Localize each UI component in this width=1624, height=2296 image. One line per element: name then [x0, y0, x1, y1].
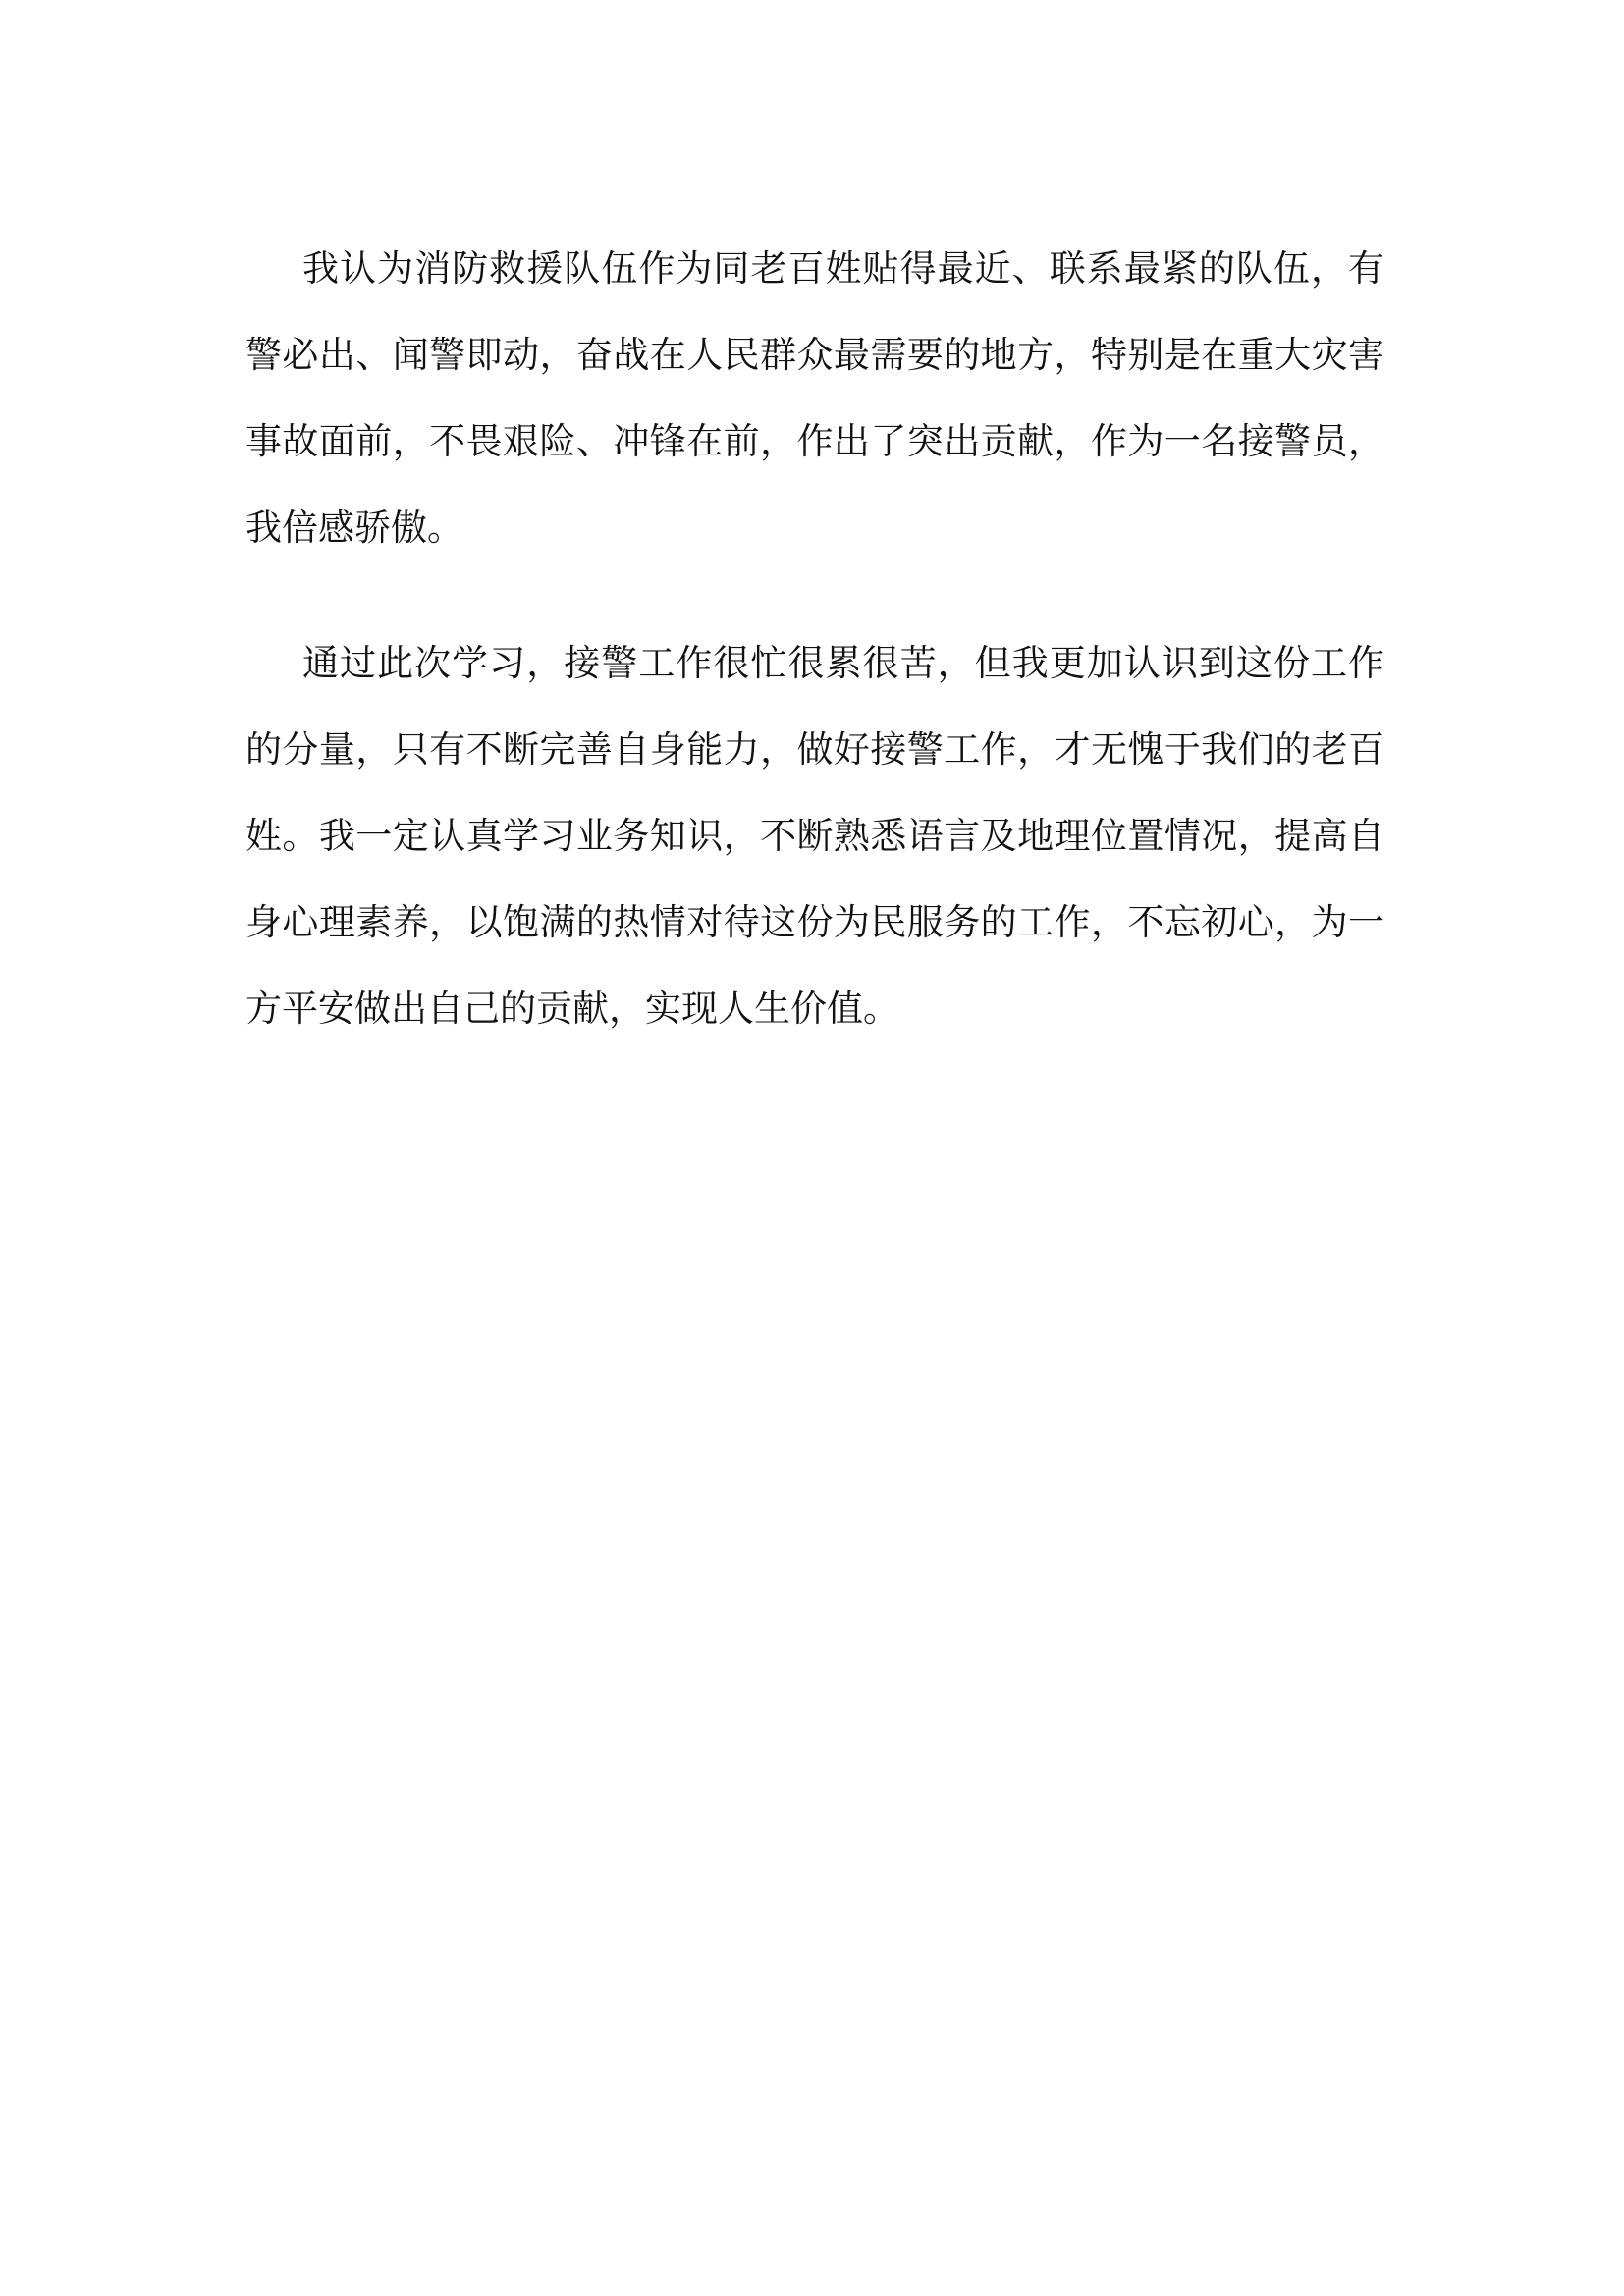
paragraph-1: 我认为消防救援队伍作为同老百姓贴得最近、联系最紧的队伍，有警必出、闻警即动，奋战在人民群众最需要的地方，特别是在重大灾害事故面前，不畏艰险、冲锋在前，作出了突出贡献，作为一名接警员，我倍感骄傲。 — [245, 247, 1384, 549]
document-body — [245, 226, 1384, 1052]
paragraph-2: 通过此次学习，接警工作很忙很累很苦，但我更加认识到这份工作的分量，只有不断完善自身能力，做好接警工作，才无愧于我们的老百姓。我一定认真学习业务知识，不断熟悉语言及地理位置情况，提高自身心理素养，以饱满的热情对待这份为民服务的工作，不忘初心，为一方平安做出自己的贡献，实现人生价值。 — [245, 642, 1384, 1030]
